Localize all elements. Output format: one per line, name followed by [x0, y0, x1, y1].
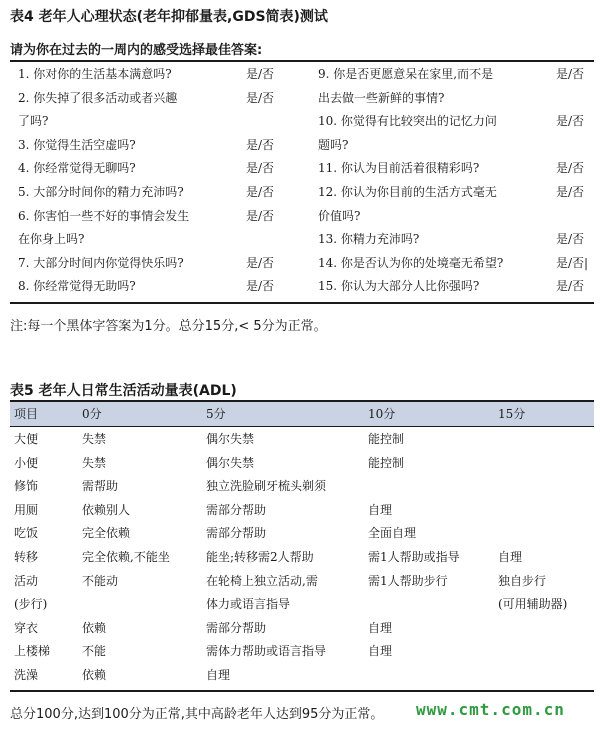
gds-question-text: 14. 你是否认为你的处境毫无希望?	[318, 255, 504, 270]
table4-bottom-rule	[10, 302, 594, 304]
adl-header-cell: 5分	[206, 407, 226, 421]
adl-score-cell: 依赖	[82, 668, 107, 682]
adl-score-cell: 需部分帮助	[206, 502, 267, 517]
adl-item-label: 修饰	[14, 479, 39, 494]
adl-score-cell: 独自步行	[498, 573, 547, 588]
table4-title: 表4 老年人心理状态(老年抑郁量表,GDS简表)测试	[10, 9, 328, 25]
adl-score-cell: 需帮助	[82, 479, 119, 494]
adl-header-cell: 10分	[368, 407, 396, 421]
adl-item-label: 上楼梯	[14, 644, 51, 659]
gds-answer-option: 是/否	[246, 255, 275, 270]
watermark: www.cmt.com.cn	[416, 700, 565, 719]
adl-item-label: 转移	[14, 550, 39, 564]
gds-question-text: 15. 你认为大部分人比你强吗?	[318, 279, 480, 294]
gds-question-text: 1. 你对你的生活基本满意吗?	[18, 67, 172, 81]
gds-answer-option: 是/否	[246, 185, 275, 199]
adl-score-cell: 体力或语言指导	[206, 597, 291, 612]
gds-question-text: 12. 你认为你目前的生活方式毫无	[318, 185, 497, 199]
gds-answer-option: 是/否	[556, 161, 585, 176]
adl-item-label: 洗澡	[14, 668, 39, 682]
gds-answer-option: 是/否	[556, 114, 585, 129]
adl-header-cell: 15分	[498, 407, 526, 421]
adl-score-cell: 失禁	[82, 432, 107, 446]
gds-question-text: 6. 你害怕一些不好的事情会发生	[18, 208, 190, 223]
adl-table-body	[10, 428, 594, 686]
adl-score-cell: 需部分帮助	[206, 620, 267, 635]
adl-score-cell: 能控制	[368, 432, 405, 446]
gds-question-text: 出去做一些新鲜的事情?	[318, 90, 445, 105]
gds-answer-option: 是/否	[246, 161, 275, 176]
adl-item-label: 吃饭	[14, 526, 39, 541]
gds-answer-option: 是/否	[246, 67, 275, 81]
gds-question-text: 3. 你觉得生活空虚吗?	[18, 137, 136, 152]
gds-answer-option: 是/否|	[556, 255, 589, 270]
gds-answer-option: 是/否	[556, 279, 585, 294]
table4-instruction: 请为你在过去的一周内的感受选择最佳答案:	[10, 43, 263, 58]
gds-question-text: 了吗?	[18, 114, 49, 129]
adl-score-cell: (可用辅助器)	[498, 597, 568, 612]
table5-title: 表5 老年人日常生活活动量表(ADL)	[10, 383, 237, 399]
gds-answer-option: 是/否	[556, 67, 585, 81]
adl-score-cell: 能坐;转移需2人帮助	[206, 550, 314, 564]
table5-bottom-rule	[10, 690, 594, 692]
adl-header-cell: 0分	[82, 407, 102, 421]
gds-question-text: 2. 你失掉了很多活动或者兴趣	[18, 90, 178, 105]
gds-question-text: 10. 你觉得有比较突出的记忆力问	[318, 114, 497, 129]
adl-item-label: 小便	[14, 455, 39, 470]
adl-item-label: 大便	[14, 432, 39, 446]
gds-answer-option: 是/否	[246, 90, 275, 105]
gds-answer-option: 是/否	[556, 185, 585, 199]
table4-note: 注:每一个黑体字答案为1分。总分15分,< 5分为正常。	[10, 319, 327, 334]
adl-header-row	[10, 402, 594, 427]
gds-question-text: 11. 你认为目前活着很精彩吗?	[318, 161, 480, 176]
adl-score-cell: 偶尔失禁	[206, 432, 255, 446]
adl-score-cell: 依赖	[82, 620, 107, 635]
adl-score-cell: 不能动	[82, 573, 119, 588]
adl-score-cell: 独立洗脸刷牙梳头剃须	[206, 479, 327, 494]
adl-score-cell: 需1人帮助步行	[368, 573, 448, 588]
adl-score-cell: 失禁	[82, 455, 107, 470]
gds-question-text: 价值吗?	[318, 208, 361, 223]
adl-item-label: 活动	[14, 573, 39, 588]
adl-score-cell: 偶尔失禁	[206, 455, 255, 470]
gds-answer-option: 是/否	[246, 208, 275, 223]
gds-question-text: 13. 你精力充沛吗?	[318, 232, 420, 247]
gds-answer-option: 是/否	[246, 137, 275, 152]
gds-question-text: 8. 你经常觉得无助吗?	[18, 279, 136, 294]
adl-score-cell: 全面自理	[368, 526, 417, 541]
adl-score-cell: 自理	[206, 668, 231, 682]
gds-question-text: 5. 大部分时间你的精力充沛吗?	[18, 185, 184, 199]
table5-footer: 总分100分,达到100分为正常,其中高龄老年人达到95分为正常。	[10, 707, 384, 722]
adl-score-cell: 完全依赖,不能坐	[82, 550, 170, 564]
gds-question-text: 题吗?	[318, 137, 349, 152]
gds-question-text: 在你身上吗?	[18, 232, 85, 247]
adl-score-cell: 能控制	[368, 455, 405, 470]
gds-question-text: 7. 大部分时间内你觉得快乐吗?	[18, 255, 184, 270]
adl-header-cell: 项目	[14, 407, 39, 421]
adl-score-cell: 自理	[368, 620, 393, 635]
adl-score-cell: 需1人帮助或指导	[368, 550, 460, 564]
adl-score-cell: 自理	[368, 502, 393, 517]
adl-score-cell: 自理	[368, 644, 393, 659]
adl-score-cell: 完全依赖	[82, 526, 131, 541]
gds-answer-option: 是/否	[556, 232, 585, 247]
adl-item-label: 用厕	[14, 502, 39, 517]
adl-score-cell: 自理	[498, 550, 523, 564]
gds-answer-option: 是/否	[246, 279, 275, 294]
gds-question-table	[10, 63, 594, 299]
adl-item-label: 穿衣	[14, 620, 39, 635]
adl-item-label: (步行)	[14, 597, 48, 612]
table4-top-rule	[10, 60, 594, 62]
gds-question-text: 4. 你经常觉得无聊吗?	[18, 161, 136, 176]
adl-score-cell: 在轮椅上独立活动,需	[206, 573, 318, 588]
adl-score-cell: 需部分帮助	[206, 526, 267, 541]
adl-score-cell: 依赖别人	[82, 502, 131, 517]
adl-score-cell: 不能	[82, 644, 107, 659]
adl-score-cell: 需体力帮助或语言指导	[206, 644, 327, 659]
gds-question-text: 9. 你是否更愿意呆在家里,而不是	[318, 67, 494, 81]
